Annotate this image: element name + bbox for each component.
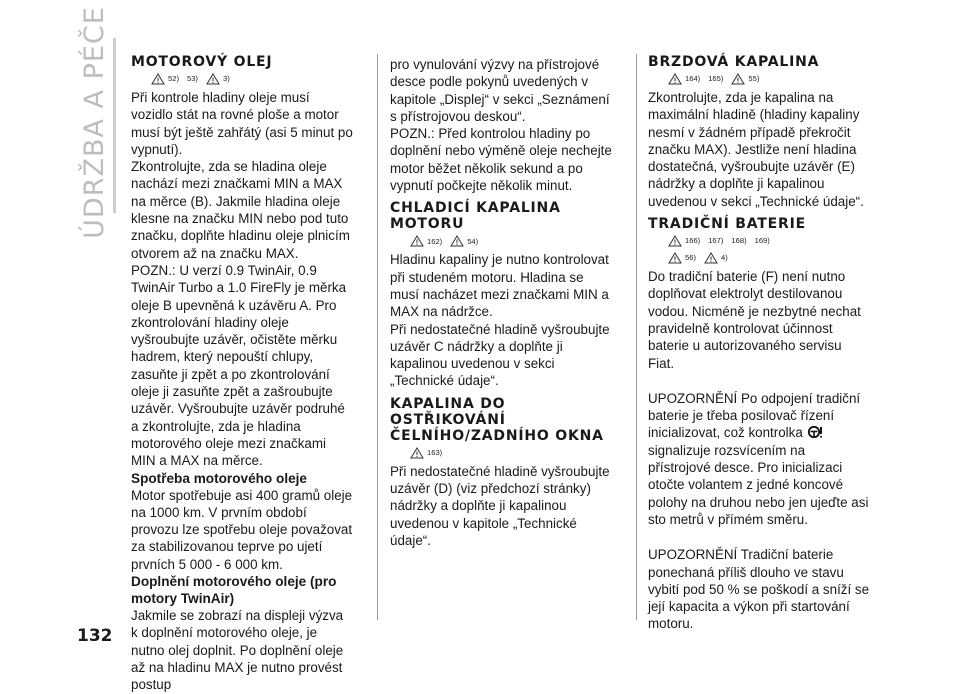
warning-triangle-icon (668, 73, 682, 85)
paragraph: POZN.: U verzí 0.9 TwinAir, 0.9 TwinAir Turbo a 1.0 FireFly je měrka oleje B upevněná k uzávěru A. Pro zkontrolování hladiny oleje vyšroubujte uzávěr, očistěte měrku hadrem, který nepouští chlupy, zasuňte ji zpět a po zkontrolování oleje ji zasuňte zpět a zašroubujte uzávěr. Vyšroubujte uzávěr podruhé a zkontrolujte, zda je hladina motorového oleje mezi značkami MIN a MAX na měrce. (131, 262, 347, 469)
ref-mark: 162) (427, 236, 443, 246)
paragraph-part: UPOZORNĚNÍ Po odpojení tradiční baterie je třeba posilovač řízení inicializovat, což kontrolka (648, 390, 861, 441)
ref-mark: 3) (222, 74, 230, 84)
ref-mark: 167) (708, 236, 724, 246)
ref-mark: 54) (467, 236, 479, 246)
warning-refs (410, 446, 612, 460)
column-1 (131, 54, 353, 694)
warning-triangle-icon (731, 73, 745, 85)
warning-refs (668, 72, 870, 86)
warning-triangle-icon (206, 73, 220, 85)
ref-mark: 165) (708, 74, 724, 84)
warning-triangle-icon (450, 235, 464, 247)
warning-refs (668, 251, 870, 265)
paragraph: POZN.: Před kontrolou hladiny po doplnění nebo výměně oleje nechejte motor běžet několik sekund a po vypnutí počkejte několik minut. (390, 126, 612, 194)
warning-triangle-icon (668, 252, 682, 264)
paragraph: Při nedostatečné hladině vyšroubujte uzávěr (D) (viz předchozí stránky) nádržky a doplňte ji kapalinou uvedenou v kapitole „Technické údaje“. (390, 463, 610, 548)
column-divider (377, 54, 378, 620)
paragraph-warning-battery: UPOZORNĚNÍ Tradiční baterie ponechaná příliš dlouho ve stavu vybití pod 50 % se poškodí a sníží se její kapacita a výkon při startování motoru. (648, 547, 870, 632)
warning-triangle-icon (151, 73, 165, 85)
ref-mark: 169) (754, 236, 770, 246)
column-divider (636, 54, 637, 620)
paragraph: pro vynulování výzvy na přístrojové desce podle pokynů uvedených v kapitole „Displej“ v sekci „Seznámení s přístrojovou deskou“. (390, 57, 610, 124)
heading-battery: TRADIČNÍ BATERIE (648, 216, 806, 233)
paragraph: Při nedostatečné hladině vyšroubujte uzávěr C nádržky a doplňte ji kapalinou uvedenou v sekci „Technické údaje“. (390, 321, 610, 389)
column-3 (648, 54, 870, 633)
column-2 (390, 56, 612, 549)
paragraph: Motor spotřebuje asi 400 gramů oleje na 1000 km. V prvním období provozu lze spotřebu oleje považovat za stabilizovanou teprve po ujetí prvních 5 000 - 6 000 km. (131, 487, 353, 572)
page-number: 132 (77, 626, 113, 646)
ref-mark: 53) (186, 74, 198, 84)
subheading-oil-refill: Doplnění motorového oleje (pro motory TwinAir) (131, 574, 337, 607)
heading-coolant: CHLADICÍ KAPALINA MOTORU (390, 200, 561, 233)
ref-mark: 55) (748, 74, 760, 84)
ref-mark: 163) (427, 448, 443, 458)
heading-engine-oil: MOTOROVÝ OLEJ (131, 54, 273, 70)
ref-mark: 164) (685, 74, 701, 84)
heading-washer-fluid: KAPALINA DO OSTŘIKOVÁNÍ ČELNÍHO/ZADNÍHO OKNA (390, 395, 604, 444)
subheading-oil-consumption: Spotřeba motorového oleje (131, 470, 307, 486)
ref-mark: 166) (685, 236, 701, 246)
paragraph: Při kontrole hladiny oleje musí vozidlo stát na rovné ploše a motor musí být ještě zahřátý (asi 5 minut po vypnutí). (131, 90, 353, 157)
section-side-title (78, 5, 110, 239)
side-rule (113, 38, 116, 213)
paragraph-part: signalizuje rozsvícením na přístrojové desce. Pro inicializaci otočte volantem z jedné koncové polohy na druhou nebo jen ujeďte asi sto metrů v přímém směru. (648, 442, 869, 527)
ref-mark: 52) (168, 74, 179, 84)
warning-triangle-icon (410, 235, 424, 247)
paragraph: Zkontrolujte, zda se hladina oleje nachází mezi značkami MIN a MAX na měrce (B). Jakmile hladina oleje klesne na značku MIN nebo pod tuto značku, doplňte hladinu oleje plnicím otvorem až na značku MAX. (131, 159, 350, 261)
paragraph: Hladinu kapaliny je nutno kontrolovat při studeném motoru. Hladina se musí nacházet mezi značkami MIN a MAX na nádržce. (390, 252, 609, 320)
heading-brake-fluid: BRZDOVÁ KAPALINA (648, 54, 820, 70)
paragraph: Jakmile se zobrazí na displeji výzva k doplnění motorového oleje, je nutno olej doplnit. Po doplnění oleje až na hladinu MAX je nutno provést postup (131, 608, 344, 693)
section-side-title-text: ÚDRŽBA A PÉČE (78, 5, 110, 239)
warning-triangle-icon (410, 447, 424, 459)
paragraph-warning-steering (648, 390, 870, 528)
warning-refs (668, 234, 870, 248)
warning-refs (151, 72, 353, 86)
ref-mark: 4) (720, 253, 728, 263)
ref-mark: 168) (731, 236, 747, 246)
ref-mark: 56) (685, 253, 696, 263)
warning-triangle-icon (668, 235, 682, 247)
power-steering-warning-icon (807, 425, 823, 439)
paragraph: Do tradiční baterie (F) není nutno doplňovat elektrolyt destilovanou vodou. Nicméně je nezbytné nechat pravidelně kontrolovat účinnost baterie u autorizovaného servisu Fiat. (648, 269, 861, 371)
warning-triangle-icon (704, 252, 718, 264)
warning-refs (410, 234, 612, 248)
paragraph: Zkontrolujte, zda je kapalina na maximální hladině (hladiny kapaliny nesmí v žádném případě překročit značku MAX). Jestliže není hladina dostatečná, vyšroubujte uzávěr (E) nádržky a doplňte ji kapalinou uvedenou v sekci „Technické údaje“. (648, 90, 864, 209)
